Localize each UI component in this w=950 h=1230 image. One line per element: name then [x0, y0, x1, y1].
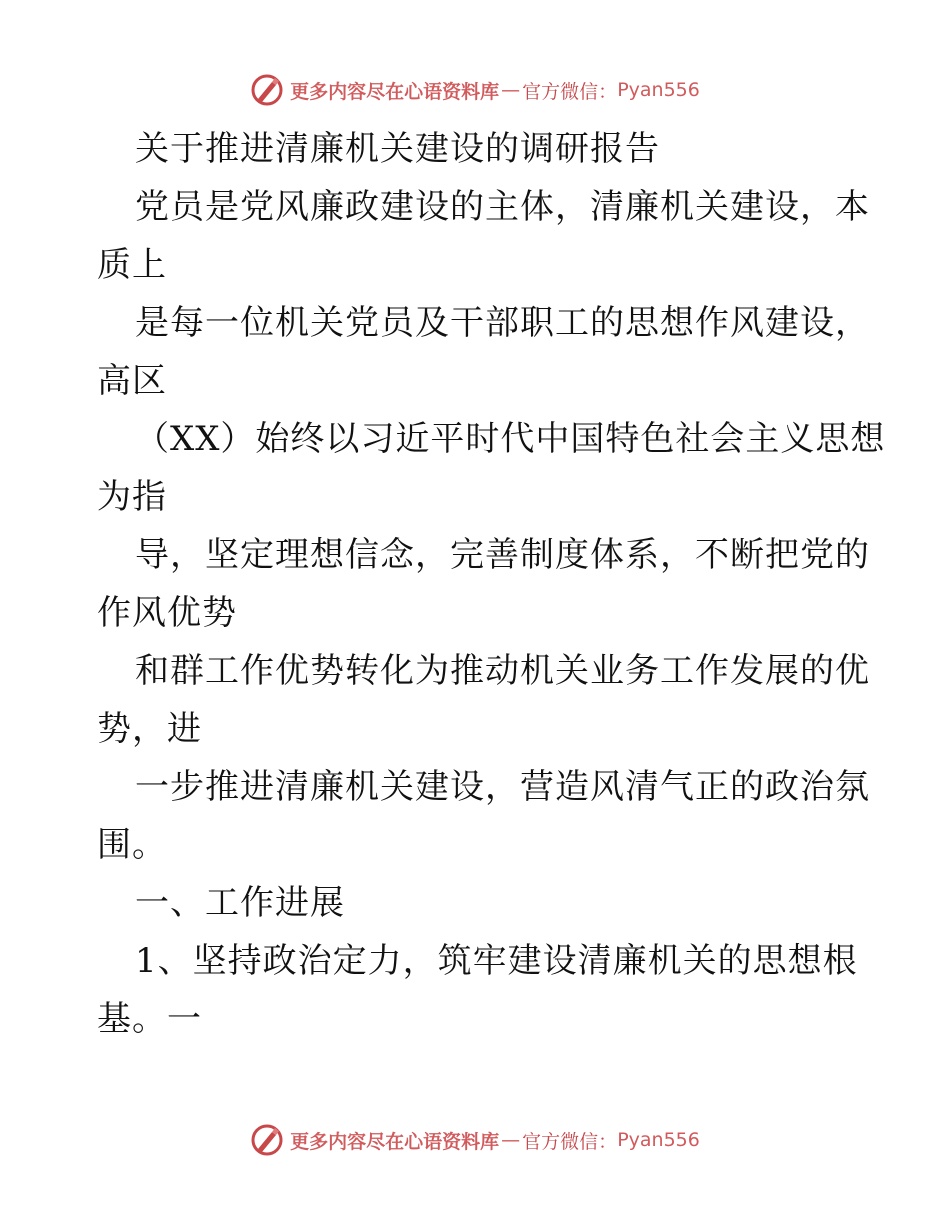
watermark-separator: — [501, 1129, 521, 1151]
body-line: 高区 [97, 361, 167, 401]
watermark-id: Pyan556 [617, 1129, 700, 1151]
header-watermark [0, 70, 950, 110]
body-line: 质上 [97, 245, 167, 285]
body-line: 围。 [97, 825, 167, 865]
document-title: 关于推进清廉机关建设的调研报告 [135, 129, 660, 169]
pen-logo-icon [250, 73, 284, 107]
watermark-separator: — [501, 79, 521, 101]
body-line: （XX）始终以习近平时代中国特色社会主义思想 [135, 419, 886, 459]
watermark-sub-text: 官方微信： [522, 80, 618, 103]
body-line: 1、坚持政治定力，筑牢建设清廉机关的思想根 [135, 941, 858, 981]
body-line: 是每一位机关党员及干部职工的思想作风建设， [135, 303, 870, 343]
body-line: 基。一 [97, 999, 202, 1039]
body-line: 作风优势 [97, 593, 237, 633]
watermark-id: Pyan556 [617, 79, 700, 101]
watermark-main-text: 更多内容尽在心语资料库 [290, 1130, 500, 1153]
body-line: 为指 [97, 477, 167, 517]
body-line: 势，进 [97, 709, 202, 749]
footer-watermark [0, 1120, 950, 1160]
document-body [97, 120, 886, 1048]
body-line: 党员是党风廉政建设的主体，清廉机关建设，本 [135, 187, 870, 227]
watermark-sub-text: 官方微信： [522, 1130, 618, 1153]
body-line: 和群工作优势转化为推动机关业务工作发展的优 [135, 651, 870, 691]
body-line: 导，坚定理想信念，完善制度体系，不断把党的 [135, 535, 870, 575]
watermark-main-text: 更多内容尽在心语资料库 [290, 80, 500, 103]
section-heading: 一、工作进展 [135, 883, 345, 923]
body-line: 一步推进清廉机关建设，营造风清气正的政治氛 [135, 767, 870, 807]
pen-logo-icon [250, 1123, 284, 1157]
